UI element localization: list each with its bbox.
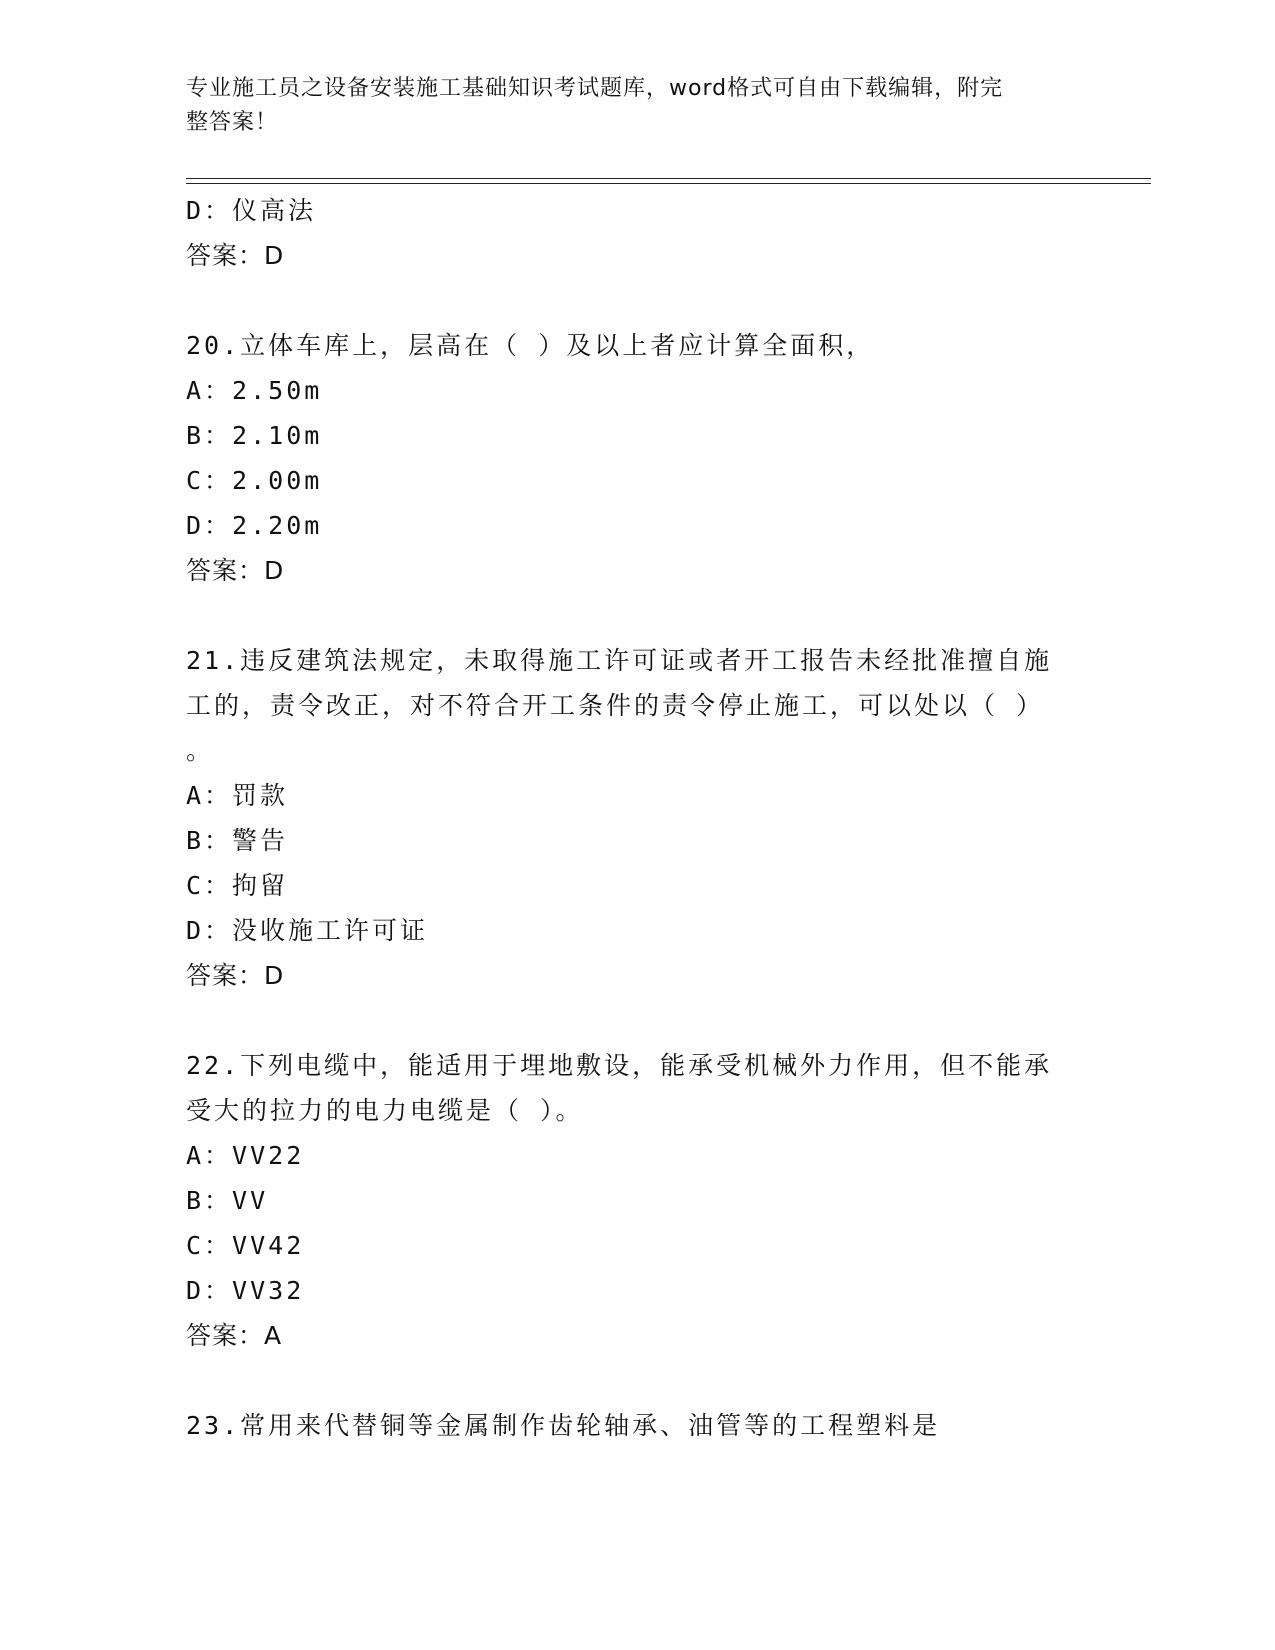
option-c: C：2.00m [186, 466, 323, 495]
question-23 [186, 1403, 1086, 1448]
spacer [186, 593, 1086, 638]
question-prev [186, 188, 1086, 278]
question-stem-line-1: 21.违反建筑法规定，未取得施工许可证或者开工报告未经批准擅自施 [186, 646, 1053, 675]
spacer [186, 1358, 1086, 1403]
header-divider-top [186, 178, 1151, 179]
answer: 答案：D [186, 961, 285, 990]
option-d: D：VV32 [186, 1276, 305, 1305]
option-b: B：2.10m [186, 421, 323, 450]
answer: 答案：D [186, 556, 285, 585]
question-stem-line-1: 22.下列电缆中，能适用于埋地敷设，能承受机械外力作用，但不能承 [186, 1051, 1053, 1080]
option-b: B：VV [186, 1186, 269, 1215]
question-list [186, 188, 1086, 1448]
option-c: C：拘留 [186, 871, 289, 900]
question-22 [186, 1043, 1086, 1358]
option-c: C：VV42 [186, 1231, 305, 1260]
spacer [186, 278, 1086, 323]
question-stem-line-3: 。 [186, 736, 215, 765]
option-a: A：VV22 [186, 1141, 305, 1170]
spacer [186, 998, 1086, 1043]
question-stem-line-2: 工的，责令改正，对不符合开工条件的责令停止施工，可以处以（ ） [186, 691, 1045, 720]
answer: 答案：A [186, 1321, 283, 1350]
answer: 答案：D [186, 241, 285, 270]
option-d: D：没收施工许可证 [186, 916, 429, 945]
question-20 [186, 323, 1086, 593]
question-stem: 23.常用来代替铜等金属制作齿轮轴承、油管等的工程塑料是 [186, 1411, 941, 1440]
option-b: B：警告 [186, 826, 289, 855]
option-a: A：2.50m [186, 376, 323, 405]
option-a: A：罚款 [186, 781, 289, 810]
document-header [186, 72, 1066, 140]
question-21 [186, 638, 1086, 998]
question-stem-line-2: 受大的拉力的电力电缆是（ ）。 [186, 1096, 584, 1125]
question-stem: 20.立体车库上，层高在（ ）及以上者应计算全面积， [186, 331, 875, 360]
header-divider-bottom [186, 183, 1151, 184]
option-d: D：仪高法 [186, 196, 317, 225]
header-line-2: 整答案！ [186, 110, 279, 135]
option-d: D：2.20m [186, 511, 323, 540]
header-line-1: 专业施工员之设备安装施工基础知识考试题库，word格式可自由下载编辑，附完 [186, 76, 1004, 101]
